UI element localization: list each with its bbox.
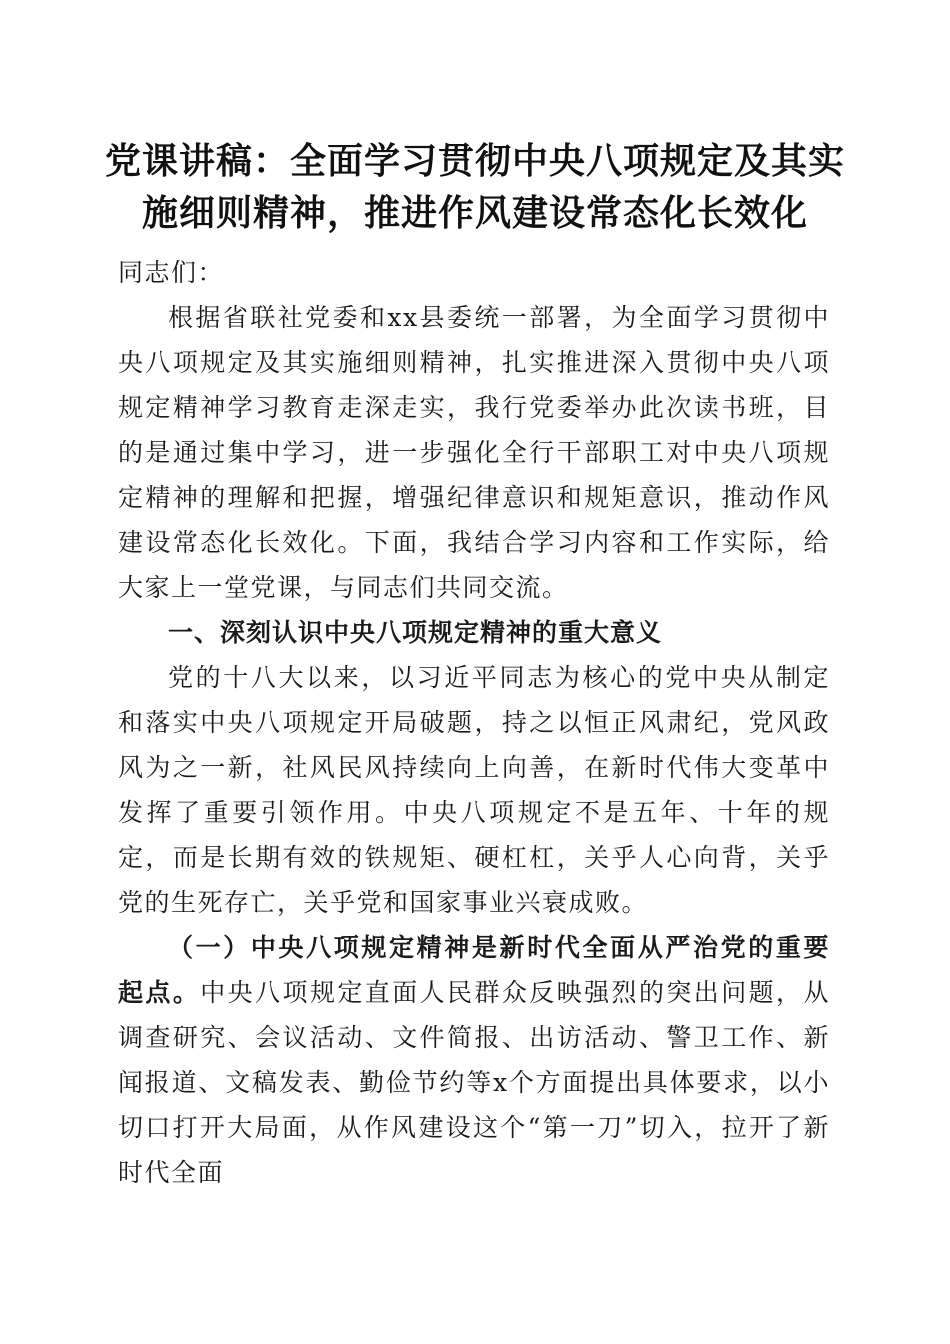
section-heading-1: 一、深刻认识中央八项规定精神的重大意义 xyxy=(168,618,663,647)
document-body xyxy=(118,250,830,1195)
section-1-paragraph: 党的十八大以来，以习近平同志为核心的党中央从制定和落实中央八项规定开局破题，持之以恒正风肃纪，党风政风为之一新，社风民风持续向上向善，在新时代伟大变革中发挥了重要引领作用。中央八项规定不是五年、十年的规定，而是长期有效的铁规矩、硬杠杠，关乎人心向背，关乎党的生死存亡，关乎党和国家事业兴衰成败。 xyxy=(118,663,830,917)
title-line-2: 施细则精神，推进作风建设常态化长效化 xyxy=(141,193,808,234)
title-line-1: 党课讲稿：全面学习贯彻中央八项规定及其实 xyxy=(104,141,845,182)
subsection-1-text: 中央八项规定直面人民群众反映强烈的突出问题，从调查研究、会议活动、文件简报、出访活动、警卫工作、新闻报道、文稿发表、勤俭节约等x个方面提出具体要求，以小切口打开大局面，从作风建设这个“第一刀”切入，拉开了新时代全面 xyxy=(118,978,830,1187)
subsection-1-lead: （一）中央八项规定精神是新时代全面从严治党的重要起点。 xyxy=(118,933,830,1007)
document-title xyxy=(95,136,855,240)
intro-paragraph: 根据省联社党委和xx县委统一部署，为全面学习贯彻中央八项规定及其实施细则精神，扎实推进深入贯彻中央八项规定精神学习教育走深走实，我行党委举办此次读书班，目的是通过集中学习，进一步强化全行干部职工对中央八项规定精神的理解和把握，增强纪律意识和规矩意识，推动作风建设常态化长效化。下面，我结合学习内容和工作实际，给大家上一堂党课，与同志们共同交流。 xyxy=(118,303,830,602)
salutation: 同志们： xyxy=(118,258,225,287)
subsection-1-paragraph xyxy=(118,925,830,1195)
